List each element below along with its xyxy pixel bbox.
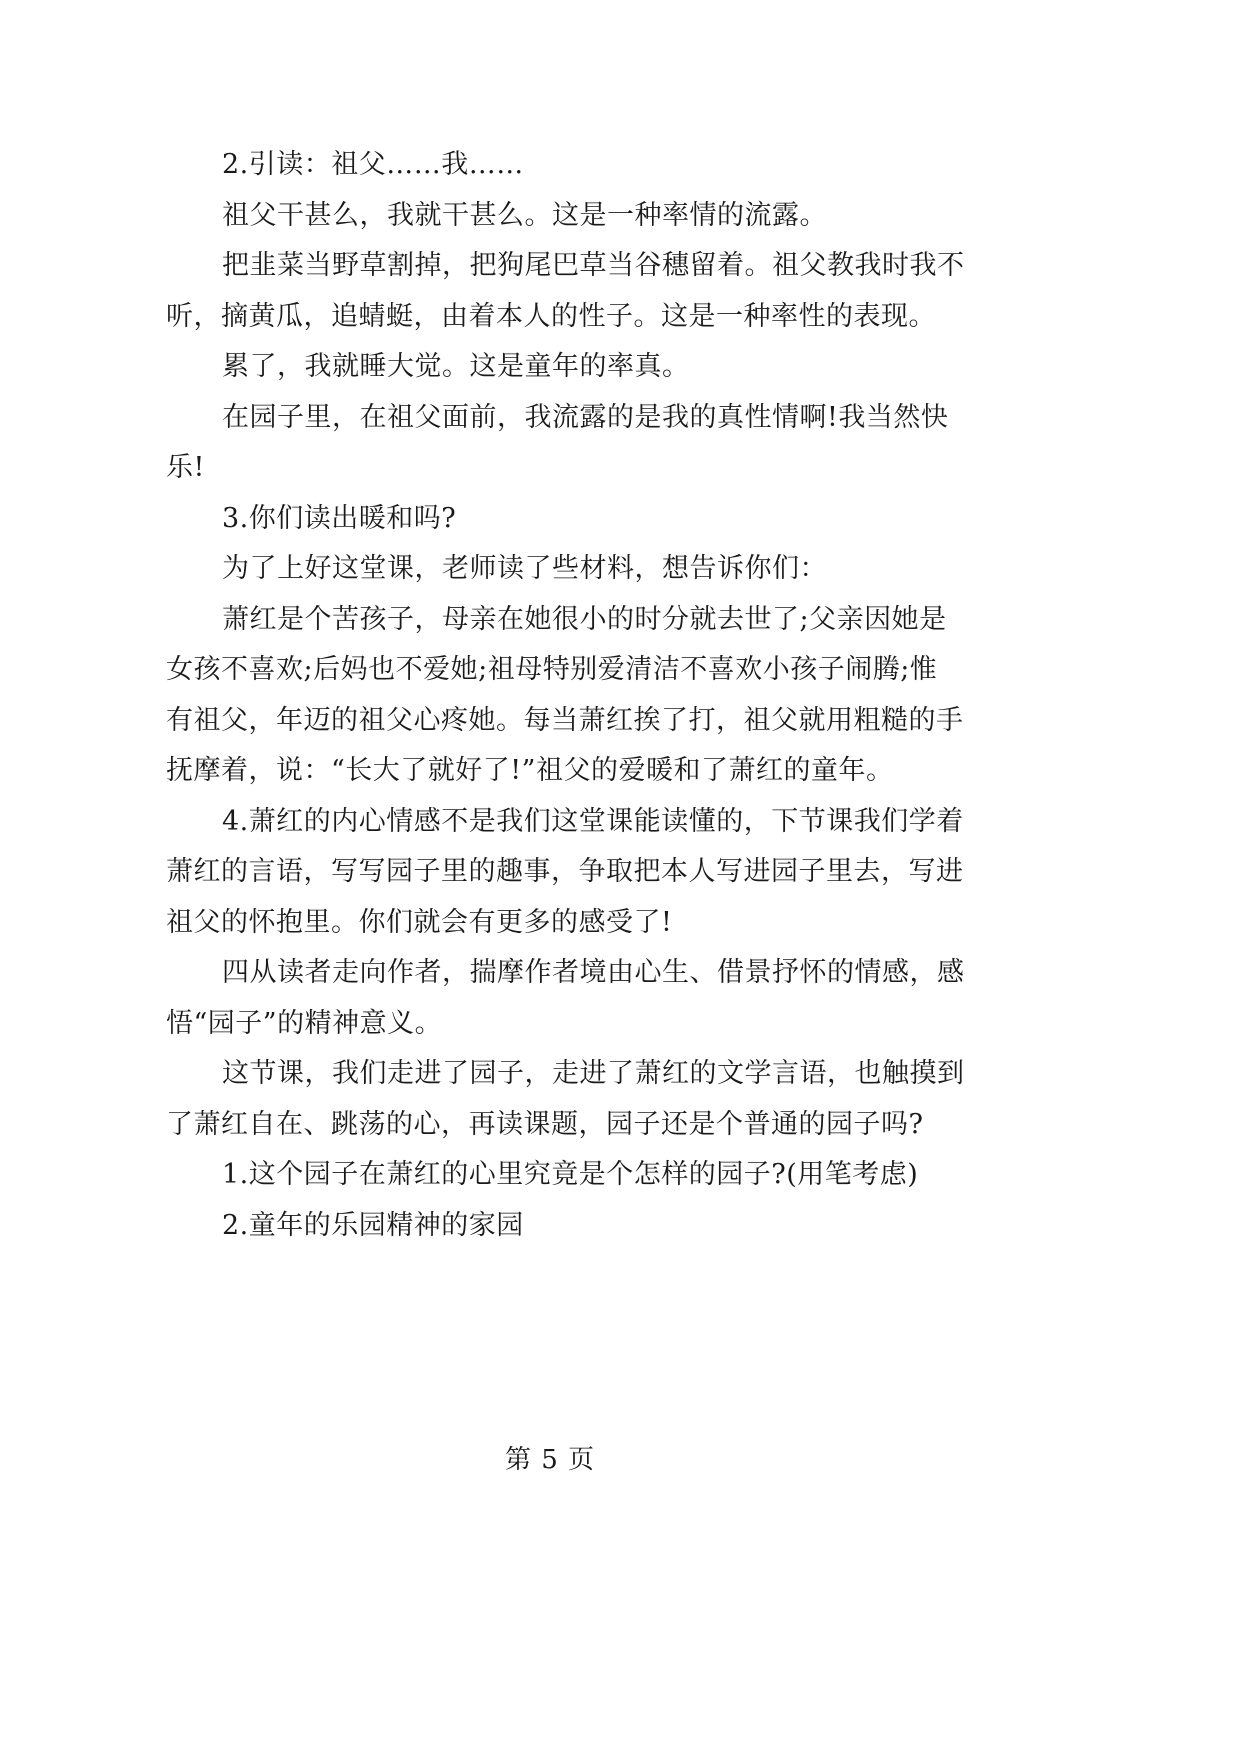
paragraph-line: 萧红的言语，写写园子里的趣事，争取把本人写进园子里去，写进 — [166, 856, 964, 887]
paragraph-line: 3.你们读出暖和吗? — [222, 502, 457, 534]
paragraph-line: 1.这个园子在萧红的心里究竟是个怎样的园子?(用笔考虑) — [222, 1159, 919, 1190]
paragraph-line: 4.萧红的内心情感不是我们这堂课能读懂的，下节课我们学着 — [222, 805, 964, 837]
paragraph-line: 抚摩着，说：“长大了就好了!”祖父的爱暖和了萧红的童年。 — [166, 755, 894, 786]
paragraph-line: 祖父干甚么，我就干甚么。这是一种率情的流露。 — [222, 199, 827, 231]
paragraph-line: 女孩不喜欢;后妈也不爱她;祖母特别爱清洁不喜欢小孩子闹腾;惟 — [166, 654, 938, 685]
paragraph-line: 悟“园子”的精神意义。 — [166, 1007, 443, 1039]
paragraph-line: 祖父的怀抱里。你们就会有更多的感受了! — [166, 906, 673, 938]
paragraph-line: 为了上好这堂课，老师读了些材料，想告诉你们： — [222, 553, 827, 584]
page-number: 第 5 页 — [504, 1445, 596, 1475]
paragraph-line: 2.童年的乐园精神的家园 — [222, 1209, 524, 1241]
paragraph-line: 有祖父，年迈的祖父心疼她。每当萧红挨了打，祖父就用粗糙的手 — [166, 704, 964, 736]
paragraph-line: 了萧红自在、跳荡的心，再读课题，园子还是个普通的园子吗? — [166, 1108, 924, 1140]
paragraph-line: 2.引读：祖父……我…… — [222, 149, 524, 180]
document-body — [166, 140, 965, 1251]
paragraph-line: 萧红是个苦孩子，母亲在她很小的时分就去世了;父亲因她是 — [222, 603, 947, 635]
paragraph-line: 四从读者走向作者，揣摩作者境由心生、借景抒怀的情感，感 — [222, 957, 965, 988]
paragraph-line: 听，摘黄瓜，追蜻蜓，由着本人的性子。这是一种率性的表现。 — [166, 300, 936, 332]
paragraph-line: 把韭菜当野草割掉，把狗尾巴草当谷穗留着。祖父教我时我不 — [222, 250, 965, 281]
paragraph-line: 乐! — [166, 452, 205, 483]
paragraph-line: 这节课，我们走进了园子，走进了萧红的文学言语，也触摸到 — [222, 1058, 965, 1089]
paragraph-line: 在园子里，在祖父面前，我流露的是我的真性情啊!我当然快 — [222, 401, 949, 433]
paragraph-line: 累了，我就睡大觉。这是童年的率真。 — [222, 351, 690, 382]
